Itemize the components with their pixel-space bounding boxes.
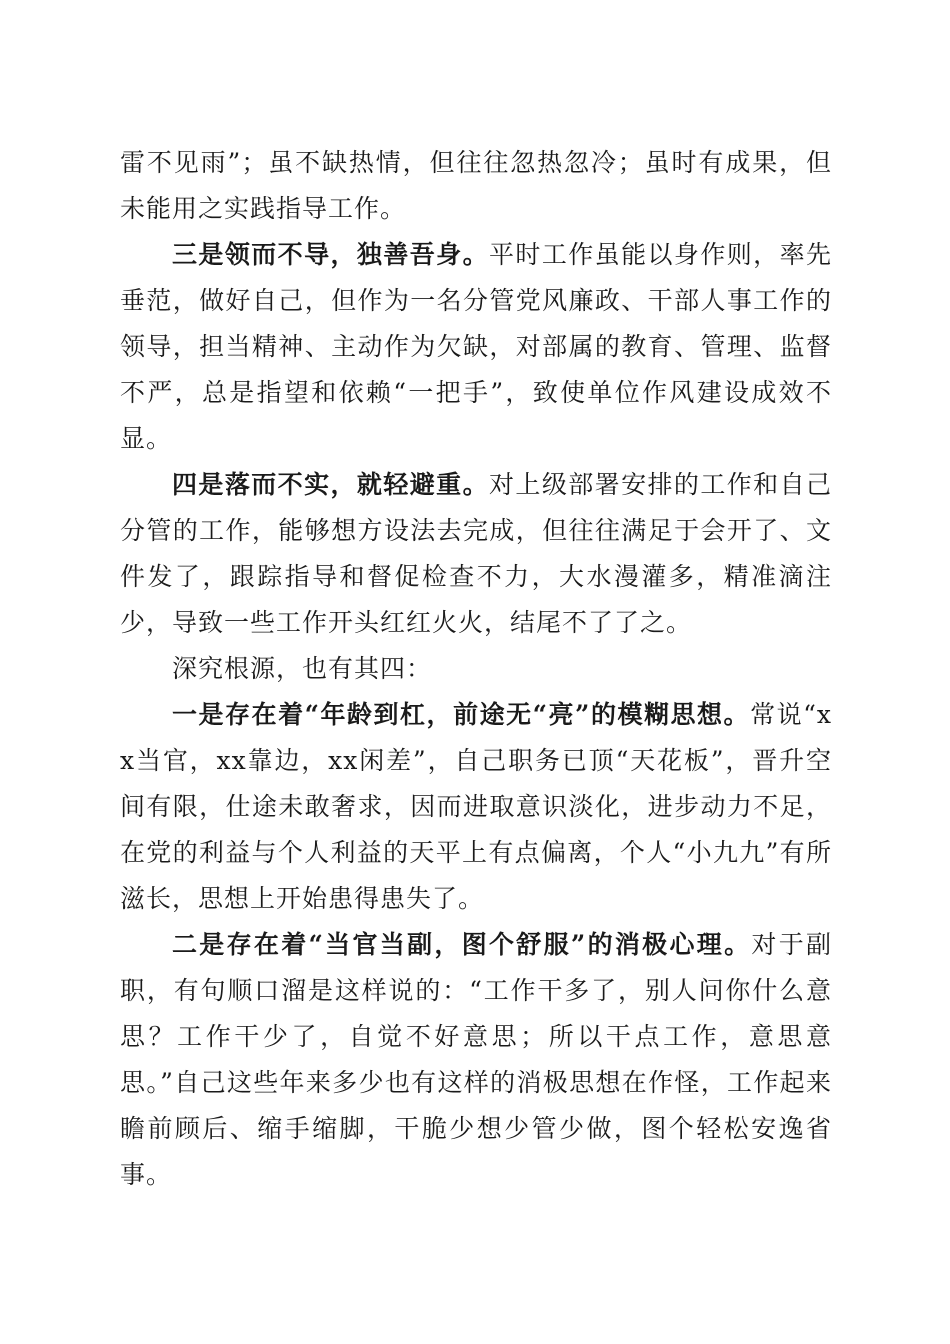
paragraph-cause-two (120, 922, 832, 1198)
paragraph-text: 深究根源，也有其四： (172, 654, 433, 683)
paragraph-point-four (120, 462, 832, 646)
paragraph-heading: 三是领而不导，独善吾身。 (172, 240, 489, 269)
paragraph-text: 雷不见雨”；虽不缺热情，但往往忽热忽冷；虽时有成果，但未能用之实践指导工作。 (120, 148, 832, 223)
paragraph-text: 平时工作虽能以身作则，率先垂范，做好自己，但作为一名分管党风廉政、干部人事工作的领导，担当精神、主动作为欠缺，对部属的教育、管理、监督不严，总是指望和依赖“一把手”，致使单位作风建设成效不显。 (120, 240, 832, 453)
paragraph-heading: 四是落而不实，就轻避重。 (172, 470, 489, 499)
paragraph-cause-one (120, 692, 832, 922)
paragraph-continuation (120, 140, 832, 232)
paragraph-point-three (120, 232, 832, 462)
paragraph-text: 对于副职，有句顺口溜是这样说的：“工作干多了，别人问你什么意思？工作干少了，自觉不好意思；所以干点工作，意思意思。”自己这些年来多少也有这样的消极思想在作怪，工作起来瞻前顾后、缩手缩脚，干脆少想少管少做，图个轻松安逸省事。 (120, 930, 832, 1189)
paragraph-root-causes-intro (120, 646, 832, 692)
paragraph-text: 常说“xx当官，xx靠边，xx闲差”，自己职务已顶“天花板”，晋升空间有限，仕途未敢奢求，因而进取意识淡化，进步动力不足，在党的利益与个人利益的天平上有点偏离，个人“小九九”有所滋长，思想上开始患得患失了。 (120, 700, 832, 913)
paragraph-heading: 一是存在着“年龄到杠，前途无“亮”的模糊思想。 (172, 700, 751, 729)
paragraph-heading: 二是存在着“当官当副，图个舒服”的消极心理。 (172, 930, 752, 959)
document-body (120, 140, 832, 1198)
paragraph-text: 对上级部署安排的工作和自己分管的工作，能够想方设法去完成，但往往满足于会开了、文件发了，跟踪指导和督促检查不力，大水漫灌多，精准滴注少，导致一些工作开头红红火火，结尾不了了之。 (120, 470, 832, 637)
